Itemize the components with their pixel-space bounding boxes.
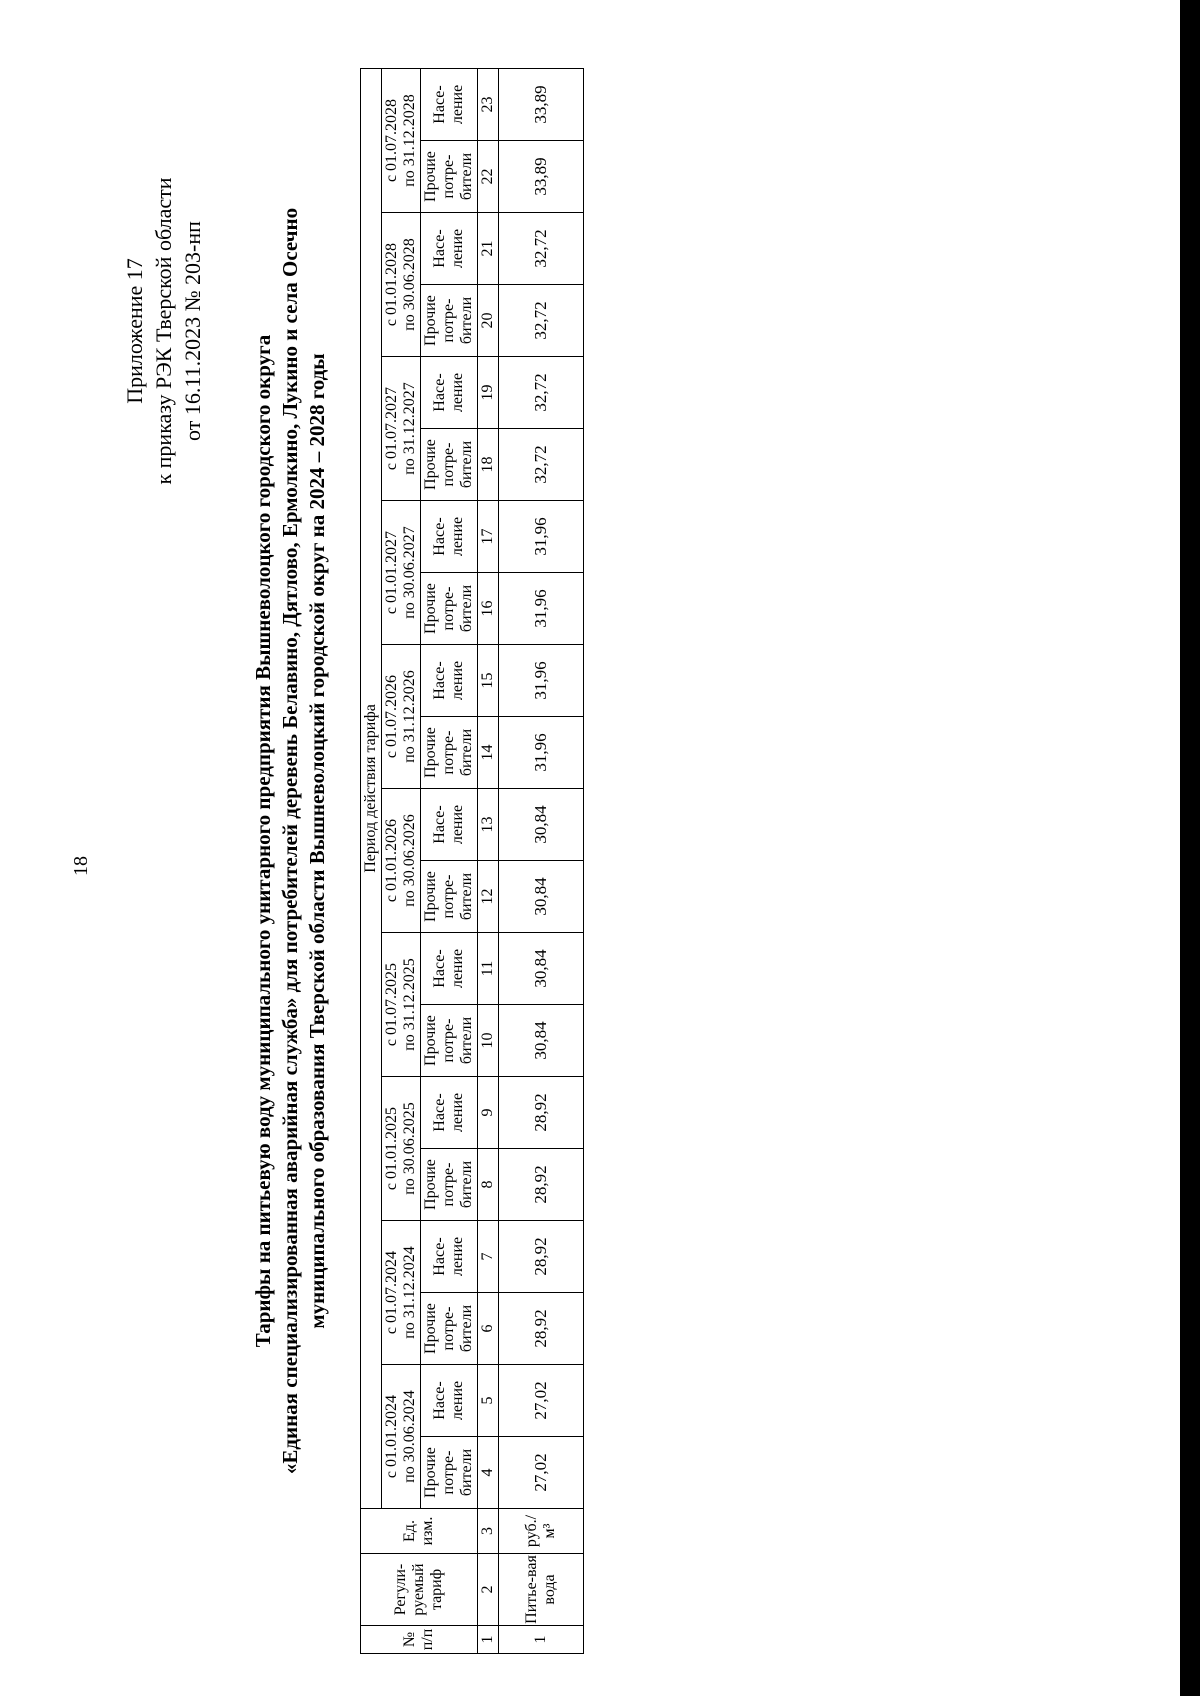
appendix-line-2: к приказу РЭК Тверской области <box>151 177 176 485</box>
period-to: по 31.12.2026 <box>401 670 418 763</box>
tariff-value-cell: 31,96 <box>499 501 584 573</box>
header-row-1 <box>361 68 382 1653</box>
column-number-cell: 11 <box>478 933 499 1005</box>
col-unit-header: Ед. изм. <box>361 1509 478 1554</box>
period-from: с 01.01.2025 <box>383 1106 400 1191</box>
column-number-cell: 23 <box>478 68 499 140</box>
tariff-value-cell: 32,72 <box>499 357 584 429</box>
col-no-header: № п/п <box>361 1626 478 1654</box>
consumer-other-header: Прочие потре-бители <box>421 429 478 501</box>
tariff-value-cell: 31,96 <box>499 645 584 717</box>
column-number-cell: 10 <box>478 1005 499 1077</box>
column-number-cell: 5 <box>478 1365 499 1437</box>
period-range-cell <box>382 933 421 1077</box>
period-range-cell <box>382 789 421 933</box>
column-number-cell: 9 <box>478 1077 499 1149</box>
tariff-value-cell: 33,89 <box>499 68 584 140</box>
column-number-cell: 2 <box>478 1554 499 1626</box>
column-number-cell: 3 <box>478 1509 499 1554</box>
tariff-value-cell: 31,96 <box>499 573 584 645</box>
consumer-other-header: Прочие потре-бители <box>421 861 478 933</box>
period-header: Период действия тарифа <box>361 68 382 1508</box>
consumer-other-header: Прочие потре-бители <box>421 285 478 357</box>
period-from: с 01.01.2024 <box>383 1394 400 1479</box>
period-to: по 31.12.2027 <box>401 382 418 475</box>
consumer-population-header: Насе-ление <box>421 501 478 573</box>
tariff-value-cell: 30,84 <box>499 933 584 1005</box>
column-number-cell: 4 <box>478 1437 499 1509</box>
document-title <box>250 96 331 1586</box>
tariff-value-cell: 32,72 <box>499 429 584 501</box>
column-number-cell: 17 <box>478 501 499 573</box>
consumer-other-header: Прочие потре-бители <box>421 1149 478 1221</box>
header-row-consumers <box>421 68 478 1653</box>
row-tariff-cell: Питье-вая вода <box>499 1554 584 1626</box>
tariff-value-cell: 28,92 <box>499 1293 584 1365</box>
consumer-population-header: Насе-ление <box>421 933 478 1005</box>
period-from: с 01.07.2024 <box>383 1250 400 1335</box>
tariff-value-cell: 28,92 <box>499 1221 584 1293</box>
column-number-cell: 20 <box>478 285 499 357</box>
period-to: по 30.06.2028 <box>401 238 418 331</box>
consumer-population-header: Насе-ление <box>421 1221 478 1293</box>
period-from: с 01.01.2028 <box>383 242 400 327</box>
consumer-population-header: Насе-ление <box>421 1077 478 1149</box>
period-range-cell <box>382 645 421 789</box>
row-unit-cell: руб./м³ <box>499 1509 584 1554</box>
consumer-population-header: Насе-ление <box>421 213 478 285</box>
column-number-cell: 19 <box>478 357 499 429</box>
column-number-cell: 8 <box>478 1149 499 1221</box>
period-range-cell <box>382 213 421 357</box>
period-to: по 31.12.2025 <box>401 958 418 1051</box>
period-to: по 30.06.2026 <box>401 814 418 907</box>
period-from: с 01.01.2027 <box>383 530 400 615</box>
title-line-3: муниципального образования Тверской области Вышневолоцкий городской округ на 2024 – 2028 годы <box>305 353 329 1329</box>
consumer-other-header: Прочие потре-бители <box>421 573 478 645</box>
tariff-value-cell: 27,02 <box>499 1365 584 1437</box>
appendix-line-3: от 16.11.2023 № 203-нп <box>180 221 205 441</box>
tariff-value-cell: 30,84 <box>499 1005 584 1077</box>
consumer-other-header: Прочие потре-бители <box>421 141 478 213</box>
appendix-block <box>120 51 207 611</box>
header-row-periods <box>382 68 421 1653</box>
consumer-population-header: Насе-ление <box>421 68 478 140</box>
row-number-cell: 1 <box>499 1626 584 1654</box>
title-line-2: «Единая специализированная аварийная служба» для потребителей деревень Белавино, Дятлово, Ермолкино, Лукино и села Осечно <box>278 207 302 1475</box>
period-range-cell <box>382 1077 421 1221</box>
consumer-population-header: Насе-ление <box>421 1365 478 1437</box>
tariff-value-cell: 28,92 <box>499 1149 584 1221</box>
tariff-table <box>360 68 584 1654</box>
period-range-cell <box>382 1221 421 1365</box>
consumer-other-header: Прочие потре-бители <box>421 1293 478 1365</box>
column-number-cell: 22 <box>478 141 499 213</box>
period-range-cell <box>382 68 421 212</box>
tariff-value-cell: 27,02 <box>499 1437 584 1509</box>
period-from: с 01.07.2028 <box>383 98 400 183</box>
tariff-value-cell: 32,72 <box>499 285 584 357</box>
column-number-cell: 16 <box>478 573 499 645</box>
column-number-cell: 7 <box>478 1221 499 1293</box>
tariff-value-cell: 33,89 <box>499 141 584 213</box>
column-number-cell: 14 <box>478 717 499 789</box>
period-range-cell <box>382 501 421 645</box>
col-tariff-header: Регули-руемый тариф <box>361 1554 478 1626</box>
period-to: по 31.12.2024 <box>401 1246 418 1339</box>
tariff-value-cell: 30,84 <box>499 789 584 861</box>
period-from: с 01.07.2025 <box>383 962 400 1047</box>
consumer-population-header: Насе-ление <box>421 789 478 861</box>
period-from: с 01.01.2026 <box>383 818 400 903</box>
column-number-row <box>478 68 499 1653</box>
column-number-cell: 21 <box>478 213 499 285</box>
column-number-cell: 18 <box>478 429 499 501</box>
column-number-cell: 13 <box>478 789 499 861</box>
column-number-cell: 1 <box>478 1626 499 1654</box>
tariff-value-cell: 28,92 <box>499 1077 584 1149</box>
period-range-cell <box>382 357 421 501</box>
tariff-value-cell: 30,84 <box>499 861 584 933</box>
column-number-cell: 12 <box>478 861 499 933</box>
tariff-value-cell: 31,96 <box>499 717 584 789</box>
period-range-cell <box>382 1365 421 1509</box>
column-number-cell: 6 <box>478 1293 499 1365</box>
period-from: с 01.07.2027 <box>383 386 400 471</box>
tariff-value-cell: 32,72 <box>499 213 584 285</box>
consumer-population-header: Насе-ление <box>421 357 478 429</box>
appendix-line-1: Приложение 17 <box>122 258 147 404</box>
consumer-other-header: Прочие потре-бители <box>421 1005 478 1077</box>
title-line-1: Тарифы на питьевую воду муниципального унитарного предприятия Вышневолоцкого городского округа <box>251 334 275 1348</box>
period-to: по 30.06.2027 <box>401 526 418 619</box>
table-row <box>499 68 584 1653</box>
consumer-other-header: Прочие потре-бители <box>421 717 478 789</box>
consumer-population-header: Насе-ление <box>421 645 478 717</box>
column-number-cell: 15 <box>478 645 499 717</box>
period-from: с 01.07.2026 <box>383 674 400 759</box>
page-number: 18 <box>70 856 92 876</box>
period-to: по 30.06.2024 <box>401 1390 418 1483</box>
consumer-other-header: Прочие потре-бители <box>421 1437 478 1509</box>
period-to: по 31.12.2028 <box>401 94 418 187</box>
period-to: по 30.06.2025 <box>401 1102 418 1195</box>
